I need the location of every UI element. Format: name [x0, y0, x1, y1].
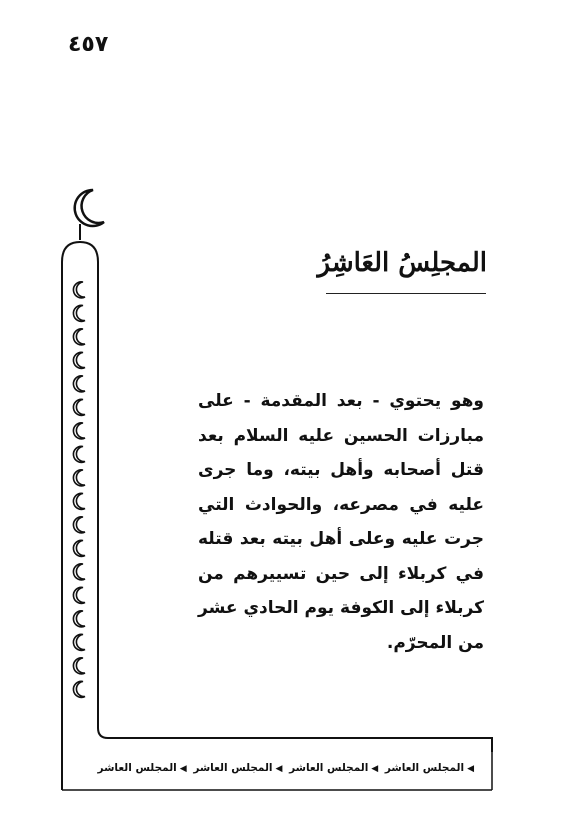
crescent-icon: [75, 190, 104, 226]
footer-breadcrumbs: [84, 762, 474, 774]
arrow-left-icon: ◀: [179, 764, 187, 774]
crescent-bead-icon: [73, 376, 85, 392]
crescent-bead-icon: [73, 540, 85, 556]
footer-breadcrumb: المجلس العاشر: [193, 762, 273, 774]
crescent-bead-icon: [73, 587, 85, 603]
arrow-left-icon: ◀: [371, 764, 379, 774]
title-underline: [326, 293, 486, 294]
crescent-bead-icon: [73, 493, 85, 509]
crescent-bead-icon: [73, 658, 85, 674]
crescent-bead-icon: [73, 282, 85, 298]
crescent-bead-icon: [73, 611, 85, 627]
crescent-bead-icon: [73, 446, 85, 462]
footer-breadcrumb: المجلس العاشر: [97, 762, 177, 774]
crescent-bead-icon: [73, 634, 85, 650]
arrow-left-icon: ◀: [275, 764, 283, 774]
footer-breadcrumb: المجلس العاشر: [384, 762, 465, 774]
crescent-bead-icon: [73, 681, 85, 697]
crescent-bead-icon: [73, 329, 85, 345]
crescent-bead-icon: [73, 517, 85, 533]
arrow-left-icon: ◀: [467, 764, 474, 774]
crescent-bead-icon: [73, 305, 85, 321]
chapter-description: وهو يحتوي - بعد المقدمة - على مبارزات الحسين عليه السلام بعد قتل أصحابه وأهل بيته، وما جرى عليه في مصرعه، والحوادث التي جرت عليه وعلى أهل بيته بعد قتله في كربلاء إلى حين تسييرهم من كربلاء إلى الكوفة يوم الحادي عشر من المحرّم.: [198, 391, 484, 653]
crescent-bead-icon: [73, 399, 85, 415]
crescent-bead-icon: [73, 564, 85, 580]
crescent-bead-icon: [73, 470, 85, 486]
footer-breadcrumb: المجلس العاشر: [289, 762, 369, 774]
page-number: ٤٥٧: [68, 32, 109, 57]
crescent-bead-column: [73, 282, 85, 698]
crescent-bead-icon: [73, 423, 85, 439]
crescent-bead-icon: [73, 352, 85, 368]
chapter-title: المجلِسُ العَاشِرُ: [317, 248, 487, 278]
